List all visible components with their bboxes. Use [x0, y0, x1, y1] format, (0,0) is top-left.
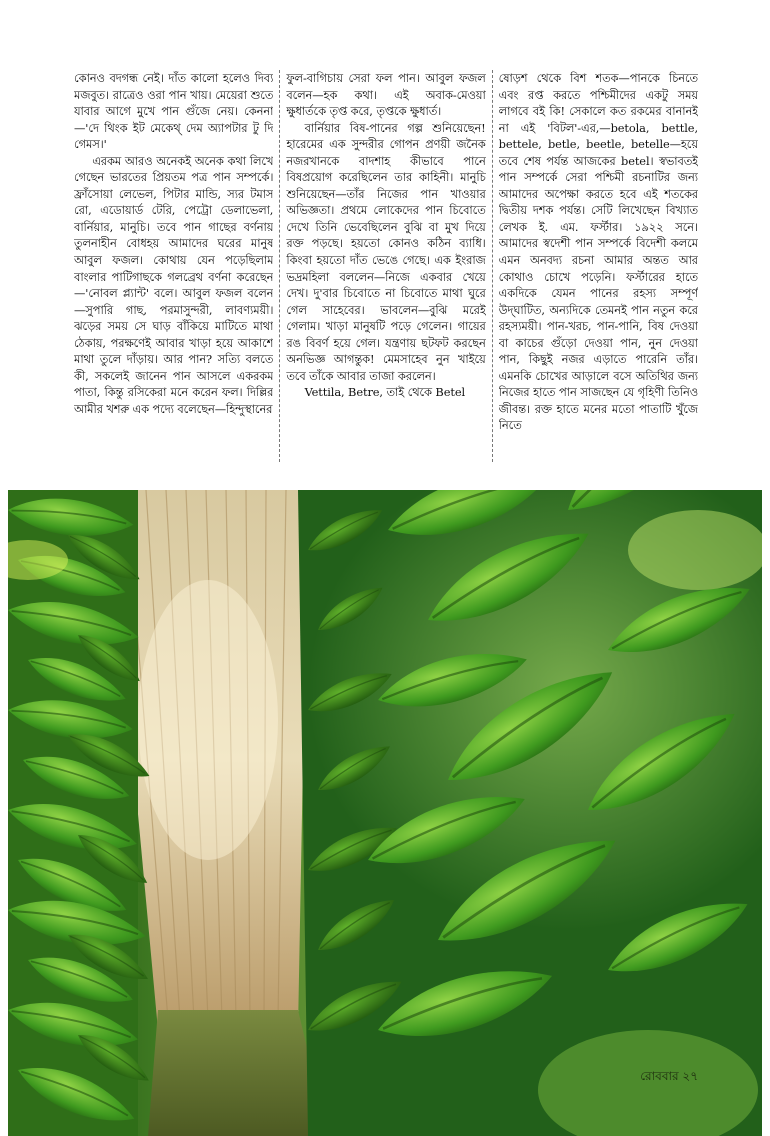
text-column-1: [74, 70, 273, 462]
paragraph: এরকম আরও অনেকই অনেক কথা লিখে গেছেন ভারতের প্রিয়তম পত্র পান সম্পর্কে। ফ্রাঁসোয়া লেভেল, পিটার মান্ডি, স্যর টমাস রো, এডোয়ার্ড টেরি, পেট্রো ডেলাভেলা, বার্নিয়ার, মানুচি। তবে পান গাছের বর্ণনায় তুলনাহীন বোধহয় আমাদের ঘরের মানুষ আবুল ফজল। কোথায় যেন পড়েছিলাম বাংলার পাটিগাছকে গলব্রেথ বর্ণনা করেছেন—'নোবল প্ল্যান্ট' বলে। আবুল ফজল বলেন—সুপারি গাছ, পরমাসুন্দরী, লাবণ্যময়ী। ঝড়ের সময় সে ঘাড় বাঁকিয়ে মাটিতে মাথা ঠেকায়, পরক্ষণেই আবার খাড়া হয়ে আকাশে মাথা তুলে দাঁড়ায়। আর পান? সত্যি বলতে কী, সকলেই জানেন পান আসলে একরকম পাতা, কিন্তু রসিকেরা মনে করেন ফল। দিল্লির আমীর খশরু এক পদ্যে বলেছেন—হিন্দুস্থানের: [74, 153, 274, 416]
text-column-3: [499, 70, 698, 462]
paragraph: বার্নিয়ার বিষ-পানের গল্প শুনিয়েছেন! হারেমের এক সুন্দরীর গোপন প্রণয়ী জনৈক নজরখানকে বাদশাহ কীভাবে পানে বিষপ্রয়োগ করেছিলেন তার কাহিনী। মানুচি শুনিয়েছেন—তাঁর নিজের পান খাওয়ার অভিজ্ঞতা। প্রথমে লোকেদের পান চিবোতে দেখে তিনি ভেবেছিলেন বুঝি বা মুখ দিয়ে রক্ত পড়ছে। হয়তো কোনও কঠিন ব্যাধি। কিংবা হয়তো দাঁত ভেঙে গেছে। এক ইংরাজ ভদ্রমহিলা বললেন—নিজে একবার খেয়ে দেখ। দু'বার চিবোতে না চিবোতে মাথা ঘুরে গেল সাহেবের। ভাবলেন—বুঝি মরেই গেলাম। খাড়া মানুষটি পড়ে গেলেন। গায়ের রঙ বিবর্ণ হয়ে গেল। যন্ত্রণায় ছটফট করছেন অনভিজ্ঞ আগন্তুক! মেমসাহেব নুন খাইয়ে তবে তাঁকে আবার তাজা করলেন।: [286, 120, 486, 383]
page-folio: রোববার ২৭: [640, 1069, 698, 1083]
paragraph: কোনও বদগন্ধ নেই। দাঁত কালো হলেও দিব্য মজবুত। রাত্রেও ওরা পান খায়। মেয়েরা শুতে যাবার আগে মুখে পান গুঁজে নেয়। কেননা—'দে থিংক ইট মেকেথ্ দেম অ্যাপটার টু দি গেমস।': [74, 71, 274, 152]
betel-leaf-garden-photo: [8, 490, 762, 1136]
text-column-2: [286, 70, 485, 462]
column-divider: [492, 70, 493, 462]
paragraph: Vettila, Betre, তাই থেকে Betel: [304, 385, 466, 400]
column-divider: [279, 70, 280, 462]
article-text: [74, 70, 698, 462]
paragraph: ফুল-বাগিচায় সেরা ফল পান। আবুল ফজল বলেন—হক কথা। এই অবাক-মেওয়া ক্ষুধার্তকে তৃপ্ত করে, তৃপ্তকে ক্ষুধার্ত।: [286, 71, 486, 119]
paragraph: ষোড়শ থেকে বিশ শতক—পানকে চিনতে এবং রপ্ত করতে পশ্চিমীদের একটু সময় লাগবে বই কি! সেকালে কত রকমের বানানই না এই 'বিটল'-এর,—betola, bettle, bettele, betle, beetle, betelle—হয়ে তবে শেষ পর্যন্ত আজকের betel। স্বভাবতই পান সম্পর্কে সেরা পশ্চিমী রচনাটির জন্য আমাদের অপেক্ষা করতে হবে এই শতকের দ্বিতীয় দশক পর্যন্ত। সেটি লিখেছেন বিখ্যাত লেখক ই. এম. ফর্স্টার। ১৯২২ সনে। আমাদের স্বদেশী পান সম্পর্কে বিদেশী কলমে এমন অনবদ্য রচনা আমার অন্তত আর কোথাও চোখে পড়েনি। ফর্স্টারের হাতে একদিকে যেমন পানের রহস্য সম্পূর্ণ উদ্‌ঘাটিত, অন্যদিকে তেমনই পান নতুন করে রহস্যময়ী। পান-খরচ, পান-পানি, বিষ দেওয়া বা কাচের গুঁড়ো দেওয়া পান, নুন দেওয়া পান, কিছুই নজর এড়াতে পারেনি তাঁর। এমনকি চোখের আড়ালে বসে অতিথির জন্য নিজের হাতে পান সাজছেন যে গৃহিণী তিনিও জীবন্ত। রক্ত হাতে মনের মতো পাতাটি খুঁজে নিতে: [498, 71, 698, 433]
